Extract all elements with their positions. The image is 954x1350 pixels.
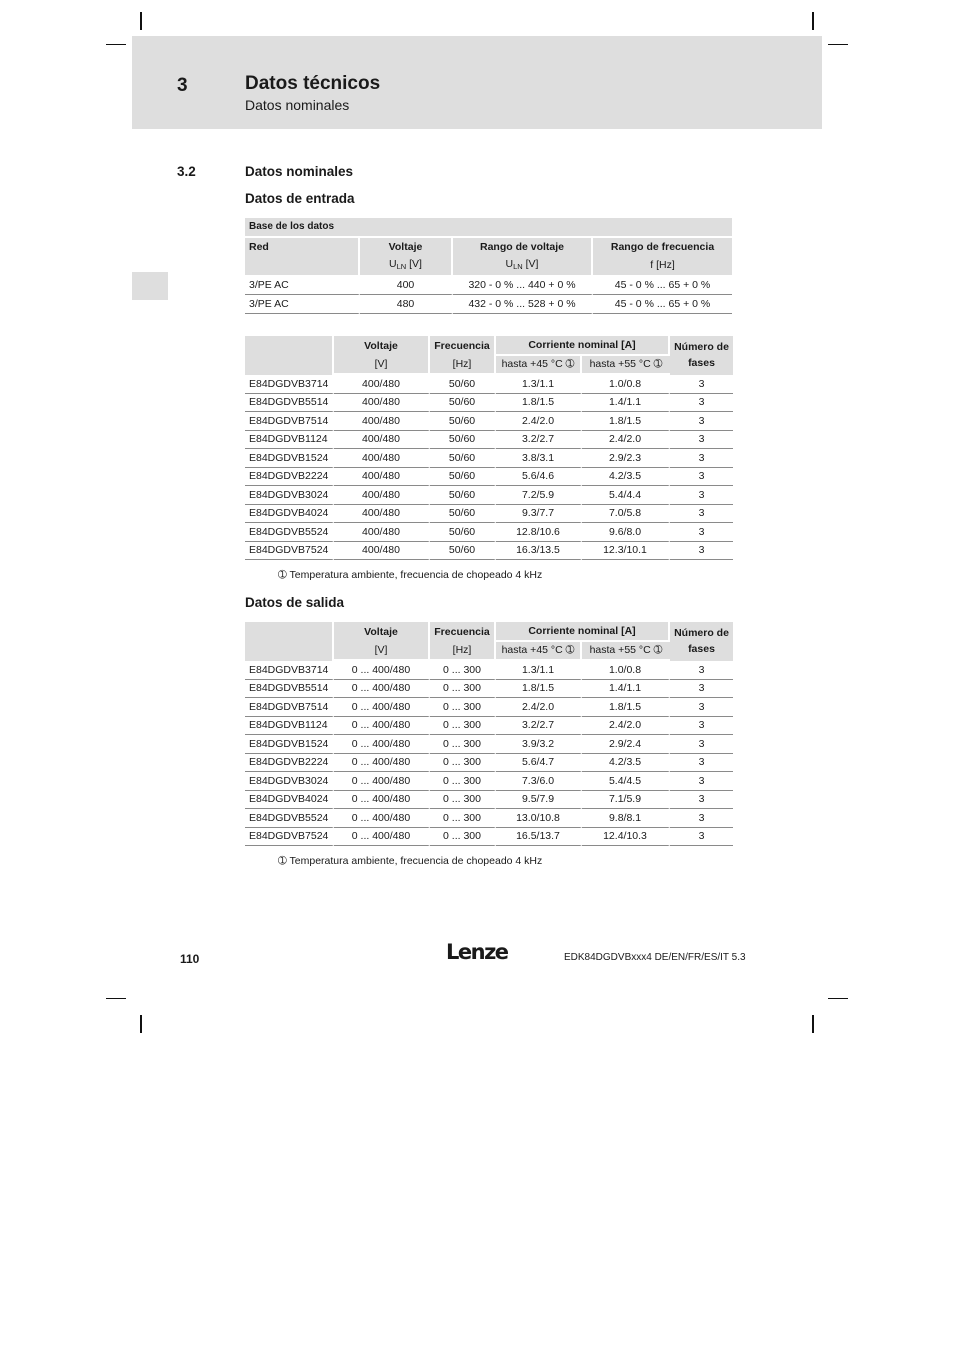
col-header-voltage-range: Rango de voltaje — [453, 238, 593, 256]
table-row — [245, 828, 733, 847]
cell-current-45: 3.2/2.7 — [496, 431, 582, 450]
cell-frequency: 50/60 — [430, 431, 496, 450]
cell-current-55: 12.4/10.3 — [582, 828, 670, 847]
cell-model: E84DGDVB1524 — [245, 735, 334, 754]
cell-current-55: 1.8/1.5 — [582, 698, 670, 717]
cell-network: 3/PE AC — [245, 295, 360, 314]
cell-model: E84DGDVB3024 — [245, 772, 334, 791]
cell-frequency: 50/60 — [430, 375, 496, 394]
unit-frequency: f [Hz] — [593, 256, 732, 277]
table-row — [245, 809, 733, 828]
crop-mark — [106, 44, 126, 45]
col-header-voltage: Voltaje — [360, 238, 453, 256]
cell-frequency: 50/60 — [430, 412, 496, 431]
cell-model: E84DGDVB7514 — [245, 412, 334, 431]
cell-model: E84DGDVB4024 — [245, 791, 334, 810]
cell-current-55: 2.4/2.0 — [582, 431, 670, 450]
cell-model: E84DGDVB4024 — [245, 505, 334, 524]
table-row — [245, 791, 733, 810]
chapter-header-band — [132, 36, 822, 129]
cell-current-55: 9.8/8.1 — [582, 809, 670, 828]
section-number: 3.2 — [177, 164, 196, 179]
page-number: 110 — [180, 952, 200, 966]
cell-voltage: 0 ... 400/480 — [334, 680, 430, 699]
cell-model: E84DGDVB2224 — [245, 468, 334, 487]
input-footnote: ➀ Temperatura ambiente, frecuencia de chopeado 4 kHz — [278, 569, 543, 581]
cell-voltage: 400 — [360, 277, 453, 296]
cell-model: E84DGDVB5524 — [245, 809, 334, 828]
table-row — [245, 412, 733, 431]
cell-model: E84DGDVB7524 — [245, 542, 334, 561]
cell-voltage: 0 ... 400/480 — [334, 661, 430, 680]
output-rated-table — [245, 622, 733, 846]
cell-current-45: 13.0/10.8 — [496, 809, 582, 828]
cell-current-55: 12.3/10.1 — [582, 542, 670, 561]
cell-phases: 3 — [670, 661, 733, 680]
col-header-current-55: hasta +55 °C ➀ — [582, 642, 670, 662]
cell-frequency: 0 ... 300 — [430, 735, 496, 754]
cell-frequency: 0 ... 300 — [430, 791, 496, 810]
cell-voltage: 400/480 — [334, 431, 430, 450]
cell-voltage: 400/480 — [334, 394, 430, 413]
cell-frequency: 50/60 — [430, 542, 496, 561]
cell-phases: 3 — [670, 680, 733, 699]
cell-phases: 3 — [670, 412, 733, 431]
cell-model: E84DGDVB5514 — [245, 680, 334, 699]
cell-voltage: 0 ... 400/480 — [334, 698, 430, 717]
cell-current-45: 12.8/10.6 — [496, 523, 582, 542]
table-row — [245, 717, 733, 736]
cell-voltage: 400/480 — [334, 486, 430, 505]
cell-voltage: 400/480 — [334, 412, 430, 431]
cell-current-45: 1.3/1.1 — [496, 375, 582, 394]
cell-phases: 3 — [670, 505, 733, 524]
table-row — [245, 431, 733, 450]
output-data-heading: Datos de salida — [245, 595, 345, 610]
cell-current-55: 9.6/8.0 — [582, 523, 670, 542]
unit-frequency: [Hz] — [430, 642, 496, 662]
lenze-logo: Lenze — [446, 940, 508, 964]
col-header-voltage: Voltaje — [334, 336, 430, 356]
cell-frequency: 0 ... 300 — [430, 772, 496, 791]
cell-frequency-range: 45 - 0 % ... 65 + 0 % — [593, 277, 732, 296]
cell-voltage: 400/480 — [334, 542, 430, 561]
cell-current-55: 7.0/5.8 — [582, 505, 670, 524]
cell-current-55: 4.2/3.5 — [582, 468, 670, 487]
cell-phases: 3 — [670, 449, 733, 468]
table-row — [245, 754, 733, 773]
cell-model: E84DGDVB5524 — [245, 523, 334, 542]
crop-mark — [828, 998, 848, 999]
cell-phases: 3 — [670, 735, 733, 754]
output-footnote: ➀ Temperatura ambiente, frecuencia de chopeado 4 kHz — [278, 855, 543, 867]
col-header-rated-current: Corriente nominal [A] — [496, 622, 670, 642]
cell-model: E84DGDVB5514 — [245, 394, 334, 413]
table-row — [245, 505, 733, 524]
cell-model: E84DGDVB3024 — [245, 486, 334, 505]
cell-frequency: 50/60 — [430, 505, 496, 524]
crop-mark — [140, 12, 142, 30]
base-data-table — [245, 218, 732, 314]
document-id: EDK84DGDVBxxx4 DE/EN/FR/ES/IT 5.3 — [564, 952, 746, 963]
cell-current-55: 7.1/5.9 — [582, 791, 670, 810]
cell-voltage: 0 ... 400/480 — [334, 754, 430, 773]
table-row — [245, 449, 733, 468]
cell-current-45: 5.6/4.6 — [496, 468, 582, 487]
cell-current-45: 16.3/13.5 — [496, 542, 582, 561]
section-title: Datos nominales — [245, 164, 354, 179]
cell-network: 3/PE AC — [245, 277, 360, 296]
cell-current-55: 1.4/1.1 — [582, 394, 670, 413]
input-rated-table — [245, 336, 733, 560]
cell-frequency: 50/60 — [430, 394, 496, 413]
unit-voltage-range — [453, 256, 593, 277]
table-row — [245, 772, 733, 791]
cell-voltage: 400/480 — [334, 375, 430, 394]
cell-model: E84DGDVB1124 — [245, 717, 334, 736]
cell-voltage: 400/480 — [334, 523, 430, 542]
cell-current-45: 16.5/13.7 — [496, 828, 582, 847]
cell-frequency: 0 ... 300 — [430, 680, 496, 699]
unit-voltage: [V] — [334, 642, 430, 662]
col-header-current-55: hasta +55 °C ➀ — [582, 356, 670, 376]
cell-current-45: 1.8/1.5 — [496, 394, 582, 413]
cell-frequency: 50/60 — [430, 468, 496, 487]
cell-voltage-range: 320 - 0 % ... 440 + 0 % — [453, 277, 593, 296]
chapter-subtitle: Datos nominales — [245, 97, 350, 113]
cell-voltage-range: 432 - 0 % ... 528 + 0 % — [453, 295, 593, 314]
col-header-frequency: Frecuencia — [430, 622, 496, 642]
side-tab-marker — [132, 272, 168, 300]
cell-voltage: 0 ... 400/480 — [334, 828, 430, 847]
cell-phases: 3 — [670, 523, 733, 542]
crop-mark — [812, 1015, 814, 1033]
cell-frequency: 50/60 — [430, 523, 496, 542]
symbol-u: U — [505, 257, 514, 270]
crop-mark — [828, 44, 848, 45]
cell-frequency: 50/60 — [430, 449, 496, 468]
cell-frequency: 0 ... 300 — [430, 717, 496, 736]
crop-mark — [812, 12, 814, 30]
cell-voltage: 0 ... 400/480 — [334, 717, 430, 736]
output-rated-rows — [245, 661, 733, 846]
cell-current-55: 2.9/2.4 — [582, 735, 670, 754]
input-data-heading: Datos de entrada — [245, 191, 355, 206]
table-row — [245, 542, 733, 561]
cell-frequency: 0 ... 300 — [430, 698, 496, 717]
cell-phases: 3 — [670, 375, 733, 394]
cell-model: E84DGDVB7514 — [245, 698, 334, 717]
col-header-current-45: hasta +45 °C ➀ — [496, 356, 582, 376]
cell-current-55: 4.2/3.5 — [582, 754, 670, 773]
table-row — [245, 277, 732, 296]
symbol-ln: LN — [396, 261, 407, 271]
table-row — [245, 698, 733, 717]
cell-current-55: 2.9/2.3 — [582, 449, 670, 468]
cell-current-45: 2.4/2.0 — [496, 412, 582, 431]
cell-current-55: 5.4/4.5 — [582, 772, 670, 791]
empty-cell — [245, 336, 334, 375]
cell-current-55: 1.0/0.8 — [582, 375, 670, 394]
cell-model: E84DGDVB1124 — [245, 431, 334, 450]
symbol-ln: LN — [513, 261, 523, 271]
crop-mark — [106, 998, 126, 999]
cell-phases: 3 — [670, 698, 733, 717]
cell-current-55: 1.8/1.5 — [582, 412, 670, 431]
cell-frequency: 0 ... 300 — [430, 809, 496, 828]
cell-phases: 3 — [670, 486, 733, 505]
cell-model: E84DGDVB3714 — [245, 375, 334, 394]
cell-current-45: 7.2/5.9 — [496, 486, 582, 505]
cell-voltage: 0 ... 400/480 — [334, 791, 430, 810]
cell-frequency: 50/60 — [430, 486, 496, 505]
table-row — [245, 661, 733, 680]
cell-model: E84DGDVB3714 — [245, 661, 334, 680]
base-data-caption: Base de los datos — [245, 218, 732, 238]
cell-phases: 3 — [670, 754, 733, 773]
cell-current-45: 7.3/6.0 — [496, 772, 582, 791]
cell-voltage: 0 ... 400/480 — [334, 735, 430, 754]
cell-current-45: 9.5/7.9 — [496, 791, 582, 810]
chapter-number: 3 — [177, 75, 188, 96]
table-row — [245, 394, 733, 413]
cell-phases: 3 — [670, 809, 733, 828]
unit-voltage — [360, 256, 453, 277]
unit-v: [V] — [525, 257, 539, 270]
empty-cell — [245, 256, 360, 277]
cell-current-55: 1.0/0.8 — [582, 661, 670, 680]
col-header-network: Red — [245, 238, 360, 256]
table-row — [245, 486, 733, 505]
cell-current-45: 9.3/7.7 — [496, 505, 582, 524]
cell-phases: 3 — [670, 468, 733, 487]
cell-frequency-range: 45 - 0 % ... 65 + 0 % — [593, 295, 732, 314]
cell-phases: 3 — [670, 791, 733, 810]
cell-voltage: 400/480 — [334, 505, 430, 524]
cell-frequency: 0 ... 300 — [430, 828, 496, 847]
cell-phases: 3 — [670, 542, 733, 561]
cell-phases: 3 — [670, 772, 733, 791]
col-header-phases: Número de fases — [670, 622, 733, 661]
cell-phases: 3 — [670, 717, 733, 736]
unit-frequency: [Hz] — [430, 356, 496, 376]
cell-frequency: 0 ... 300 — [430, 754, 496, 773]
unit-voltage: [V] — [334, 356, 430, 376]
cell-model: E84DGDVB7524 — [245, 828, 334, 847]
cell-voltage: 400/480 — [334, 449, 430, 468]
cell-current-55: 5.4/4.4 — [582, 486, 670, 505]
cell-model: E84DGDVB1524 — [245, 449, 334, 468]
cell-current-45: 5.6/4.7 — [496, 754, 582, 773]
cell-current-45: 3.9/3.2 — [496, 735, 582, 754]
cell-current-55: 2.4/2.0 — [582, 717, 670, 736]
col-header-frequency-range: Rango de frecuencia — [593, 238, 732, 256]
cell-voltage: 0 ... 400/480 — [334, 772, 430, 791]
cell-voltage: 400/480 — [334, 468, 430, 487]
cell-phases: 3 — [670, 828, 733, 847]
cell-current-55: 1.4/1.1 — [582, 680, 670, 699]
table-row — [245, 680, 733, 699]
cell-current-45: 1.3/1.1 — [496, 661, 582, 680]
col-header-frequency: Frecuencia — [430, 336, 496, 356]
col-header-rated-current: Corriente nominal [A] — [496, 336, 670, 356]
cell-phases: 3 — [670, 431, 733, 450]
table-row — [245, 468, 733, 487]
cell-voltage: 480 — [360, 295, 453, 314]
table-row — [245, 735, 733, 754]
col-header-current-45: hasta +45 °C ➀ — [496, 642, 582, 662]
cell-frequency: 0 ... 300 — [430, 661, 496, 680]
empty-cell — [245, 622, 334, 661]
cell-current-45: 1.8/1.5 — [496, 680, 582, 699]
cell-voltage: 0 ... 400/480 — [334, 809, 430, 828]
cell-current-45: 3.8/3.1 — [496, 449, 582, 468]
input-rated-rows — [245, 375, 733, 560]
col-header-voltage: Voltaje — [334, 622, 430, 642]
chapter-title: Datos técnicos — [245, 73, 381, 94]
crop-mark — [140, 1015, 142, 1033]
table-row — [245, 295, 732, 314]
unit-v: [V] — [409, 257, 422, 270]
cell-current-45: 2.4/2.0 — [496, 698, 582, 717]
table-row — [245, 375, 733, 394]
table-row — [245, 523, 733, 542]
cell-current-45: 3.2/2.7 — [496, 717, 582, 736]
cell-phases: 3 — [670, 394, 733, 413]
cell-model: E84DGDVB2224 — [245, 754, 334, 773]
symbol-u: U — [389, 257, 397, 270]
col-header-phases: Número de fases — [670, 336, 733, 375]
